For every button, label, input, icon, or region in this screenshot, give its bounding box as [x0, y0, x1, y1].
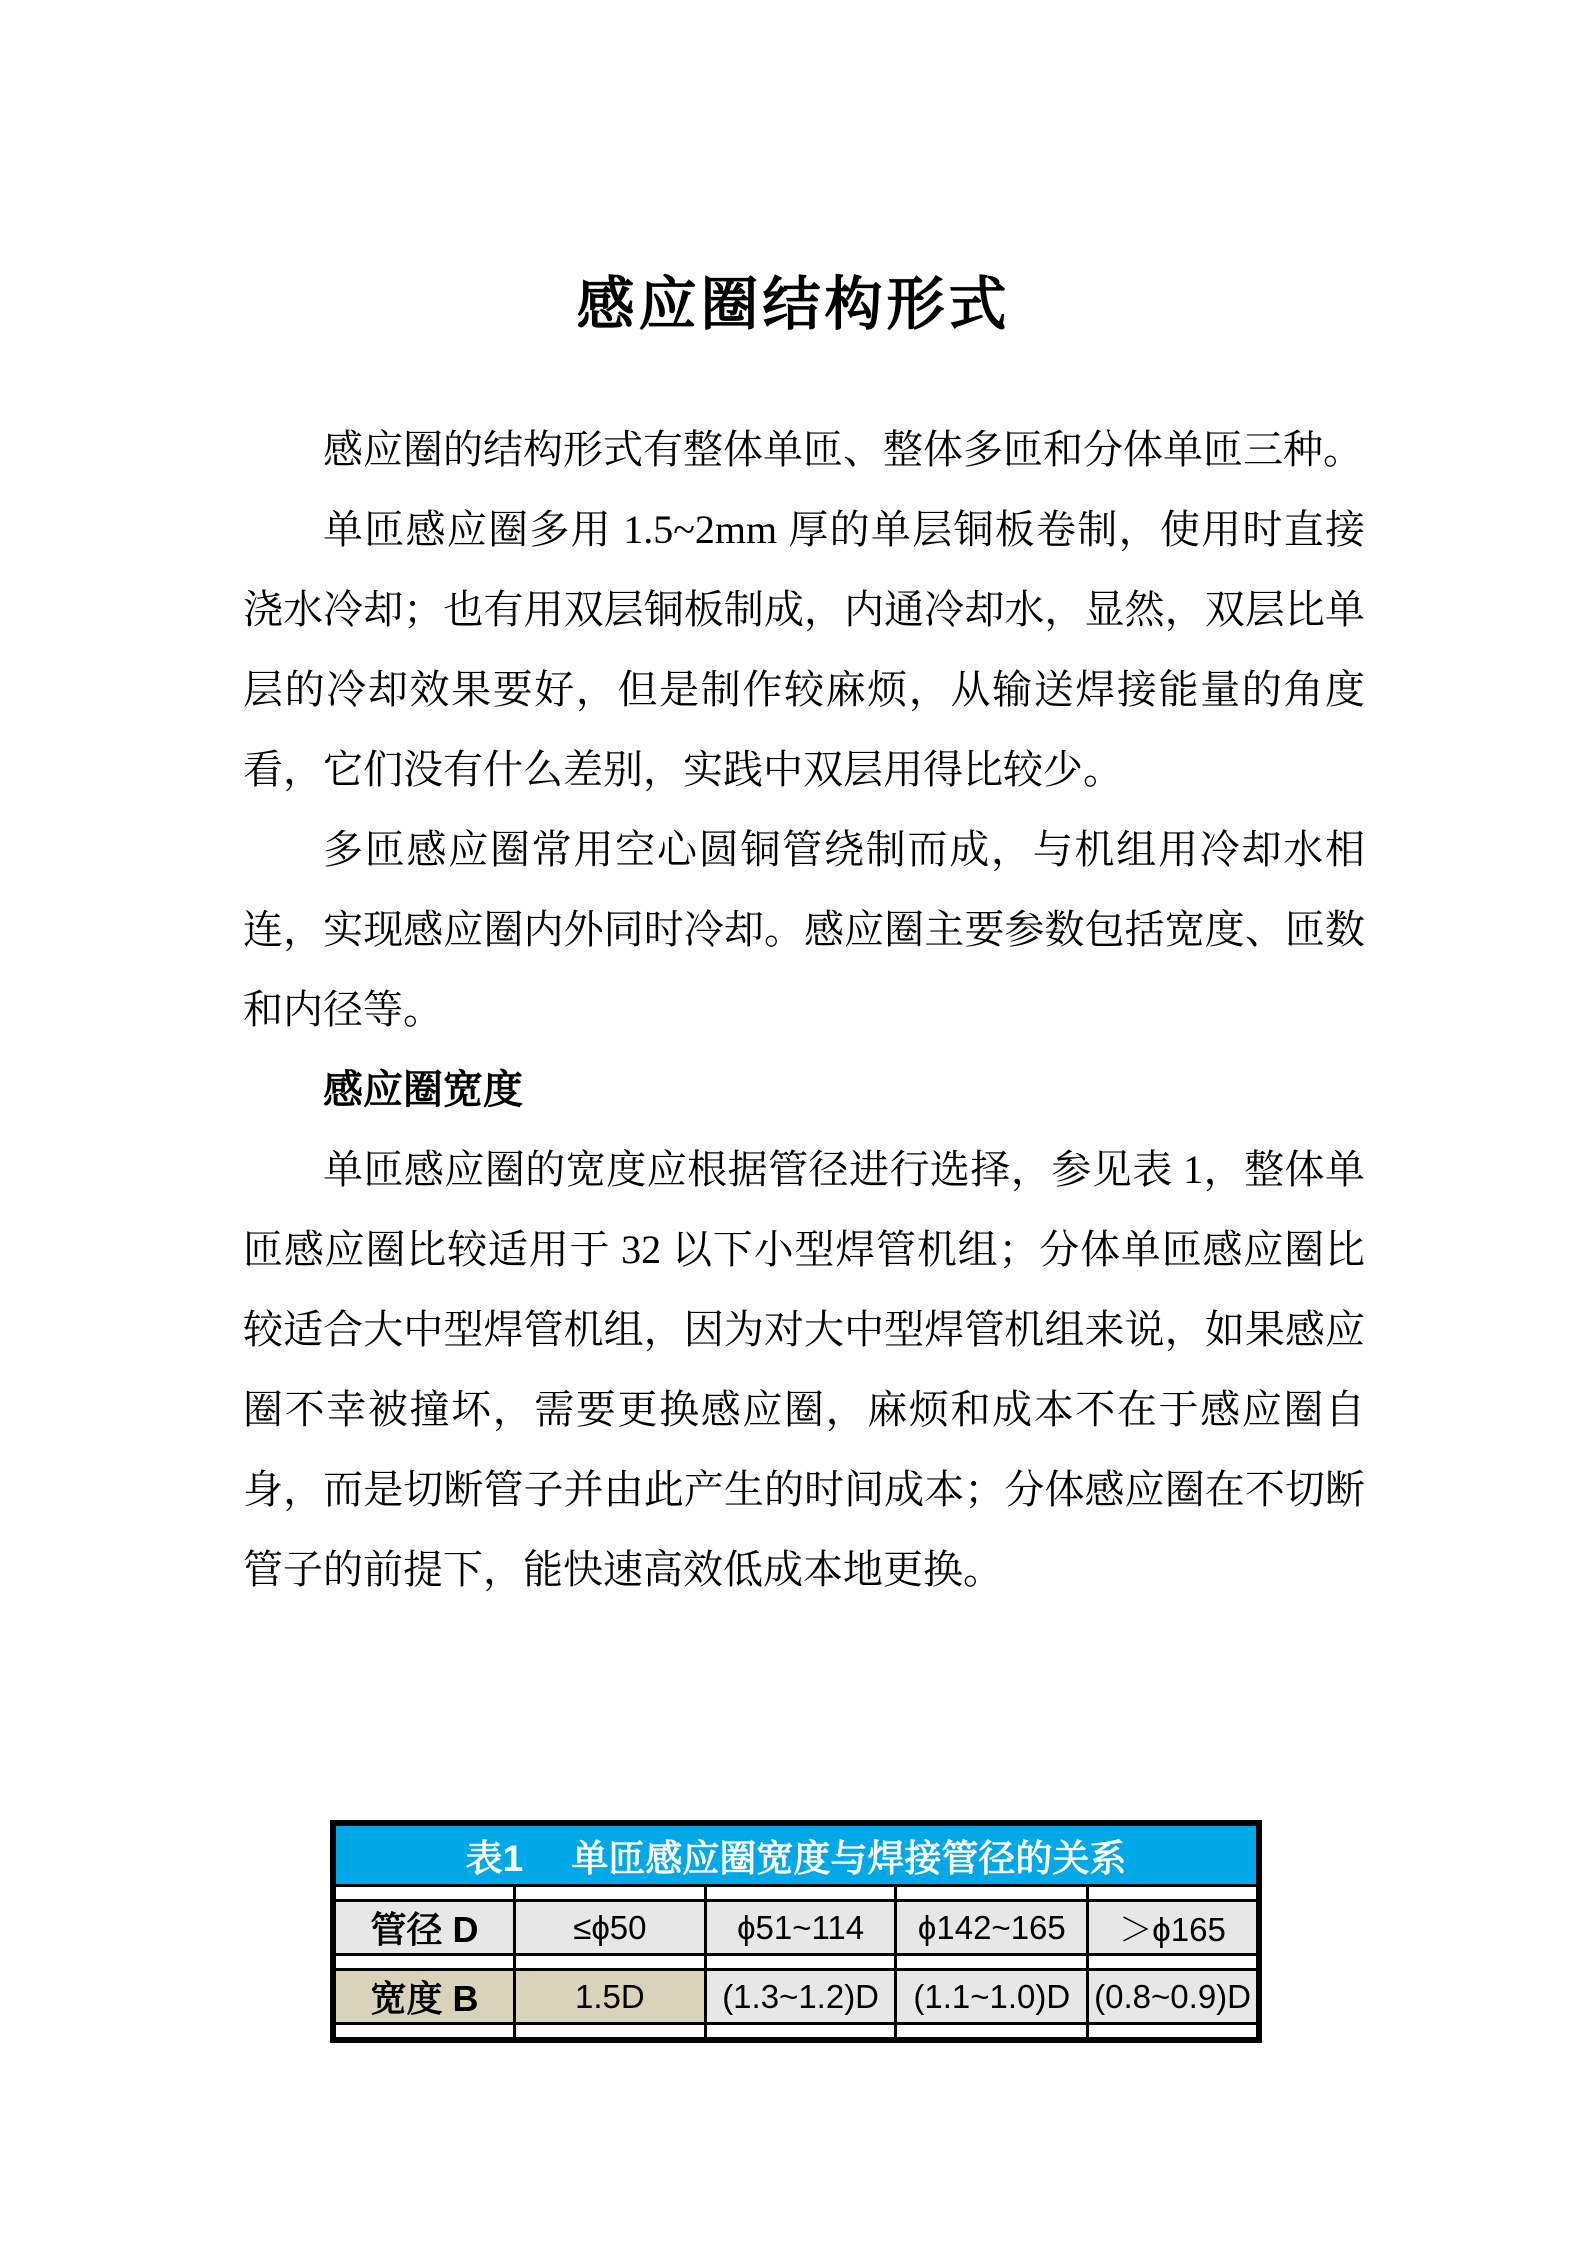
table-cell-width-label: 宽度 B — [333, 1970, 514, 2024]
table-spacer-row — [333, 1955, 1259, 1970]
table-caption-row — [333, 1823, 1259, 1886]
table-spacer-row — [333, 1886, 1259, 1901]
table-cell: ϕ142~165 — [896, 1901, 1088, 1955]
body-paragraph: 单匝感应圈多用 1.5~2mm 厚的单层铜板卷制，使用时直接浇水冷却；也有用双层铜板制成，内通冷却水，显然，双层比单层的冷却效果要好，但是制作较麻烦，从输送焊接能量的角度看，它们没有什么差别，实践中双层用得比较少。 — [243, 507, 1365, 792]
table-cell: (0.8~0.9)D — [1088, 1970, 1259, 2024]
spec-table-container — [330, 1820, 1262, 2043]
table-row-diameter — [333, 1901, 1259, 1955]
table-cell: (1.3~1.2)D — [705, 1970, 896, 2024]
document-body — [243, 410, 1365, 1610]
table-cell-diameter-label: 管径 D — [333, 1901, 514, 1955]
coil-width-table — [330, 1820, 1262, 2043]
table-cell: ≤ϕ50 — [514, 1901, 705, 1955]
table-cell: 1.5D — [514, 1970, 705, 2024]
body-paragraph: 感应圈的结构形式有整体单匝、整体多匝和分体单匝三种。 — [323, 427, 1363, 472]
section-heading: 感应圈宽度 — [323, 1067, 523, 1112]
table-cell: (1.1~1.0)D — [896, 1970, 1088, 2024]
table-row-width — [333, 1970, 1259, 2024]
body-paragraph: 单匝感应圈的宽度应根据管径进行选择，参见表 1，整体单匝感应圈比较适用于 32 以下小型焊管机组；分体单匝感应圈比较适合大中型焊管机组，因为对大中型焊管机组来说，如果感应圈不幸被撞坏，需要更换感应圈，麻烦和成本不在于感应圈自身，而是切断管子并由此产生的时间成本；分体感应圈在不切断管子的前提下，能快速高效低成本地更换。 — [243, 1147, 1365, 1592]
table-spacer-row — [333, 2024, 1259, 2041]
document-title: 感应圈结构形式 — [576, 272, 1011, 337]
table-caption-title: 单匝感应圈宽度与焊接管径的关系 — [571, 1838, 1127, 1879]
body-paragraph: 多匝感应圈常用空心圆铜管绕制而成，与机组用冷却水相连，实现感应圈内外同时冷却。感应圈主要参数包括宽度、匝数和内径等。 — [243, 827, 1365, 1032]
table-caption — [333, 1823, 1259, 1886]
table-cell: ＞ϕ165 — [1088, 1901, 1259, 1955]
table-cell: ϕ51~114 — [705, 1901, 896, 1955]
table-caption-label: 表1 — [465, 1838, 524, 1879]
